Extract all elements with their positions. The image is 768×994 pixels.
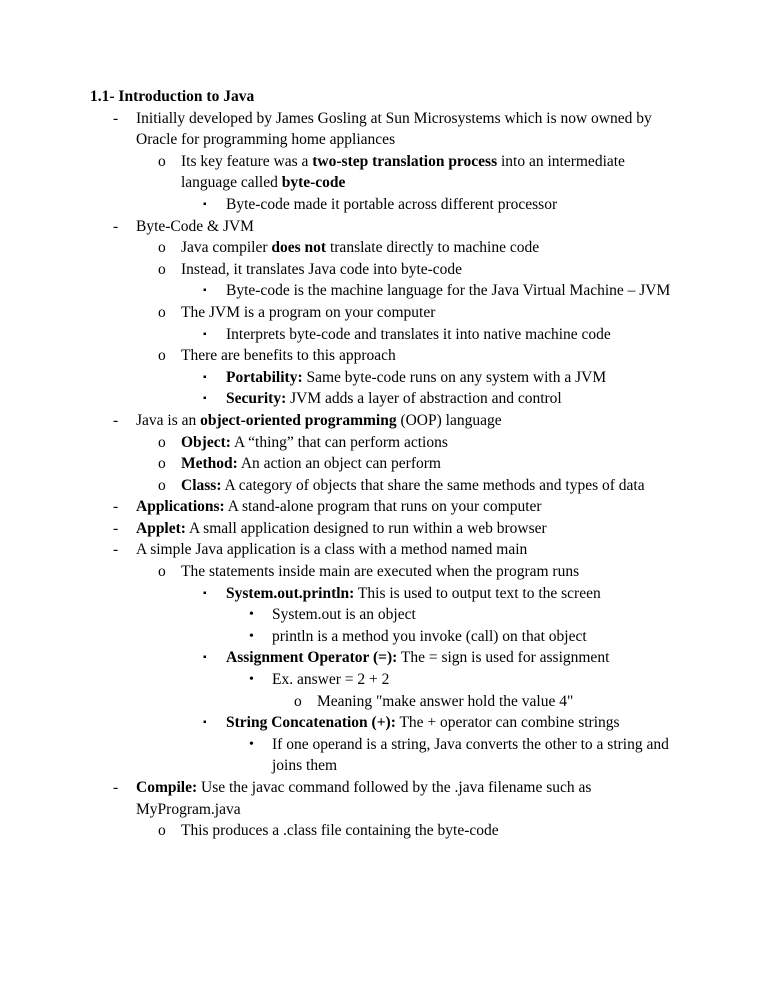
list-item-text: Compile: Use the javac command followed by the .java filename such as MyProgram.java: [136, 779, 592, 818]
list-item-text: Security: JVM adds a layer of abstraction and control: [226, 390, 562, 408]
list-item-text: Object: A “thing” that can perform actions: [181, 433, 448, 451]
bullet-marker: ▪: [203, 285, 207, 297]
list-item-text: println is a method you invoke (call) on that object: [272, 627, 587, 645]
list-item: [90, 626, 678, 648]
list-item: [90, 561, 678, 583]
list-item-text: The JVM is a program on your computer: [181, 303, 436, 321]
list-item-text: Instead, it translates Java code into byte-code: [181, 260, 463, 278]
bullet-marker: •: [249, 736, 254, 752]
bullet-marker: o: [158, 433, 166, 451]
list-item: [90, 604, 678, 626]
list-item-text: There are benefits to this approach: [181, 347, 396, 365]
list-item-text: Its key feature was a two-step translation process into an intermediate language called byte-code: [181, 152, 625, 192]
bullet-marker: -: [113, 519, 119, 537]
list-item: [90, 388, 678, 410]
bullet-marker: o: [158, 455, 166, 473]
list-item-text: Applet: A small application designed to run within a web browser: [136, 519, 547, 537]
bullet-marker: o: [158, 476, 166, 494]
list-item: [90, 777, 678, 820]
list-item: [90, 302, 678, 324]
bullet-marker: -: [113, 541, 119, 559]
bullet-marker: o: [158, 303, 166, 321]
list-item-text: Interprets byte-code and translates it into native machine code: [226, 325, 611, 343]
list-item: [90, 194, 678, 216]
bullet-marker: o: [158, 239, 166, 257]
list-item-text: Ex. answer = 2 + 2: [272, 671, 390, 689]
list-item: [90, 820, 678, 842]
list-item-text: Meaning "make answer hold the value 4": [317, 692, 574, 710]
list-item: [90, 259, 678, 281]
list-item-text: Byte-code made it portable across different processor: [226, 195, 558, 213]
list-item: [90, 432, 678, 454]
bullet-marker: •: [249, 628, 254, 644]
list-item: [90, 453, 678, 475]
bullet-marker: -: [113, 779, 119, 796]
list-item-text: A simple Java application is a class with a method named main: [136, 541, 528, 559]
list-item: [90, 712, 678, 734]
list-item: [90, 108, 678, 151]
list-item-text: Java compiler does not translate directly to machine code: [181, 239, 540, 257]
bullet-marker: -: [113, 109, 119, 127]
list-item-text: The statements inside main are executed when the program runs: [181, 563, 580, 581]
bullet-marker: •: [249, 672, 254, 688]
bullet-marker: o: [158, 347, 166, 365]
list-item: [90, 280, 678, 302]
list-item-text: Class: A category of objects that share the same methods and types of data: [181, 476, 645, 494]
list-item-text: Method: An action an object can perform: [181, 455, 441, 473]
list-item: [90, 367, 678, 389]
list-item-text: This produces a .class file containing the byte-code: [181, 822, 499, 840]
list-item: [90, 539, 678, 561]
list-item: [90, 518, 678, 540]
list-item: [90, 324, 678, 346]
list-item-text: Byte-Code & JVM: [136, 217, 254, 235]
list-item-text: Portability: Same byte-code runs on any system with a JVM: [226, 368, 607, 386]
outline-list: [90, 108, 678, 842]
bullet-marker: ▪: [203, 328, 207, 340]
list-item: [90, 410, 678, 432]
list-item: [90, 475, 678, 497]
list-item-text: Assignment Operator (=): The = sign is used for assignment: [226, 649, 610, 667]
list-item-text: Java is an object-oriented programming (OOP) language: [136, 411, 502, 429]
document-title: 1.1- Introduction to Java: [90, 88, 255, 105]
list-item: [90, 583, 678, 605]
bullet-marker: -: [113, 411, 119, 429]
list-item-text: System.out.println: This is used to output text to the screen: [226, 584, 601, 602]
bullet-marker: ▪: [203, 587, 207, 599]
list-item: [90, 151, 678, 194]
list-item-text: Initially developed by James Gosling at Sun Microsystems which is now owned by Oracle for programming home appliances: [136, 109, 652, 149]
list-item: [90, 647, 678, 669]
bullet-marker: o: [158, 260, 166, 278]
bullet-marker: ▪: [203, 717, 207, 729]
bullet-marker: o: [294, 692, 302, 710]
list-item-text: If one operand is a string, Java converts the other to a string and joins them: [272, 735, 669, 775]
list-item: [90, 734, 678, 777]
bullet-marker: ▪: [203, 371, 207, 383]
bullet-marker: o: [158, 822, 166, 840]
list-item: [90, 345, 678, 367]
bullet-marker: o: [158, 563, 166, 581]
bullet-marker: •: [249, 607, 254, 623]
list-item: [90, 216, 678, 238]
bullet-marker: ▪: [203, 652, 207, 664]
bullet-marker: -: [113, 217, 119, 235]
bullet-marker: o: [158, 152, 166, 170]
list-item-text: String Concatenation (+): The + operator can combine strings: [226, 714, 620, 732]
list-item-text: Applications: A stand-alone program that runs on your computer: [136, 498, 542, 516]
list-item-text: System.out is an object: [272, 606, 416, 624]
bullet-marker: -: [113, 498, 119, 516]
bullet-marker: ▪: [203, 393, 207, 405]
list-item-text: Byte-code is the machine language for the Java Virtual Machine – JVM: [226, 282, 671, 300]
list-item: [90, 237, 678, 259]
list-item: [90, 669, 678, 691]
list-item: [90, 691, 678, 713]
list-item: [90, 496, 678, 518]
bullet-marker: ▪: [203, 198, 207, 210]
